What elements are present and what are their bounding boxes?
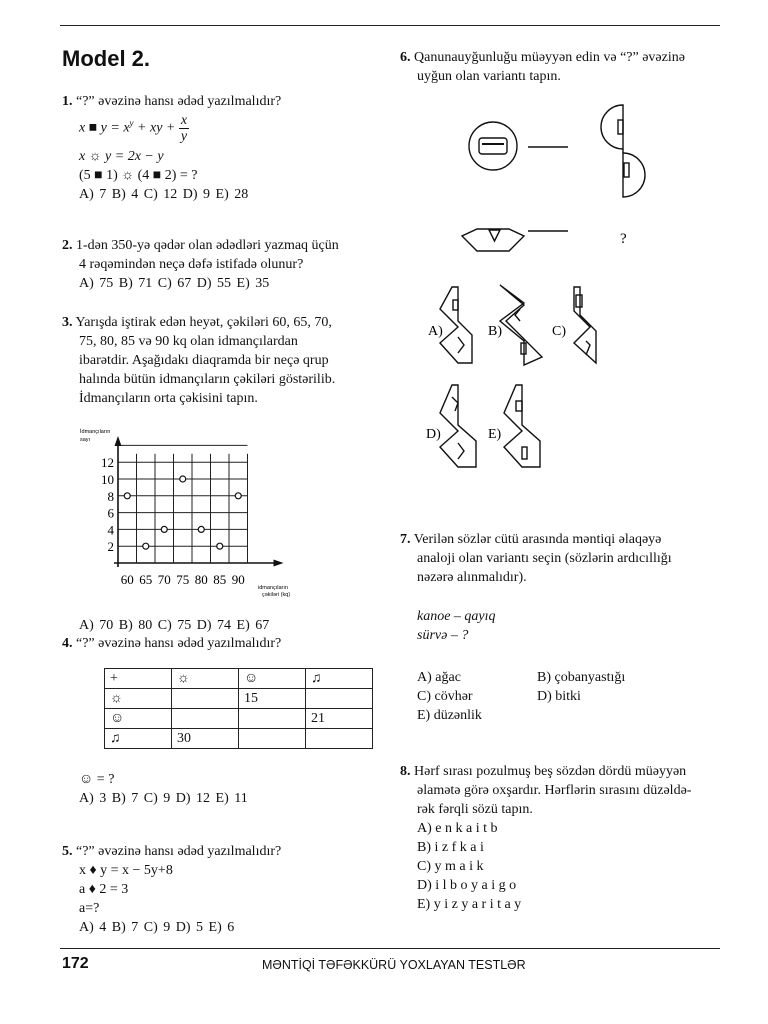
y-tick-label: 2 xyxy=(107,539,114,555)
q1-number: 1. xyxy=(62,94,73,109)
data-point xyxy=(161,526,167,532)
q3-options: A) 70 B) 80 C) 75 D) 74 E) 67 xyxy=(79,618,270,633)
chart-xlabel-line1: idmançıların xyxy=(258,585,288,591)
x-tick-label: 90 xyxy=(231,572,245,587)
x-tick-label: 65 xyxy=(139,572,153,587)
q5-options: A) 4 B) 7 C) 9 D) 5 E) 6 xyxy=(79,920,235,935)
chart-ylabel-line1: İdmançıların xyxy=(80,429,111,435)
table-cell xyxy=(172,709,239,729)
footer-title: MƏNTİQİ TƏFƏKKÜRÜ YOXLAYAN TESTLƏR xyxy=(262,958,526,972)
q7-pair-2: sürvə – ? xyxy=(417,628,469,643)
option-d-figure xyxy=(440,385,476,467)
option-a-figure xyxy=(440,287,472,363)
table-cell: 30 xyxy=(172,729,239,749)
table-cell: ♫ xyxy=(105,729,172,749)
half-circle-shape xyxy=(601,105,623,149)
q1-options: A) 7 B) 4 C) 12 D) 9 E) 28 xyxy=(79,187,249,202)
q4-question: ☺ = ? xyxy=(79,772,115,787)
q4-table xyxy=(104,668,373,749)
table-cell: 15 xyxy=(239,689,306,709)
data-point xyxy=(143,543,149,549)
triangle-shape xyxy=(489,230,500,241)
table-row xyxy=(105,689,373,709)
x-tick-label: 70 xyxy=(157,572,171,587)
data-point xyxy=(124,493,130,499)
q3-number: 3. xyxy=(62,315,73,330)
q6-number: 6. xyxy=(400,50,411,65)
q7-option-d: D) bitki xyxy=(537,689,581,704)
q1-definition-1: x ■ $y = x^y$ + xy + $\frac{x}{y}$ xyxy=(79,113,188,144)
chart-xlabel-line2: çəkiləri (kq) xyxy=(262,592,291,598)
table-cell: ☺ xyxy=(239,669,306,689)
question-6: 6. Qanunauyğunluğu müəyyən edin və “?” əvəzinə uyğun olan variantı tapın. xyxy=(400,50,685,84)
q1-definition-2: x ☼ y = 2x − y xyxy=(79,149,164,164)
q4-number: 4. xyxy=(62,636,73,651)
x-tick-label: 75 xyxy=(176,572,190,587)
q8-option-e: E) y i z y a r i t a y xyxy=(417,897,522,912)
q3-options-block xyxy=(62,616,269,635)
q1-fraction: $\frac{x}{y}$ xyxy=(180,113,188,144)
x-tick-label: 85 xyxy=(213,572,227,587)
q8-option-a: A) e n k a i t b xyxy=(417,821,498,836)
q6-question-mark: ? xyxy=(620,231,627,247)
q7-option-c: C) cövhər xyxy=(417,689,473,704)
y-tick-label: 12 xyxy=(101,455,114,471)
page-title: Model 2. xyxy=(62,46,151,71)
y-tick-label: 10 xyxy=(101,472,114,487)
y-tick-label: 4 xyxy=(107,522,114,538)
table-row xyxy=(105,729,373,749)
table-cell xyxy=(239,709,306,729)
chart-axes xyxy=(114,436,284,567)
table-cell: + xyxy=(105,669,172,689)
y-tick-label: 8 xyxy=(107,488,114,504)
y-tick-label: 6 xyxy=(107,505,114,521)
table-cell: ☺ xyxy=(105,709,172,729)
question-7: 7. Verilən sözlər cütü arasında məntiqi əlaqəyə analoji olan variantı seçin (sözlərin ardıcıllığı nəzərə alınmalıdır). kanoe – qayıq sürvə – ? xyxy=(400,532,672,643)
q4-options: A) 3 B) 7 C) 9 D) 12 E) 11 xyxy=(79,791,248,806)
table-row xyxy=(105,709,373,729)
q1-expression: (5 ■ 1) ☼ (4 ■ 2) = ? xyxy=(79,168,198,183)
q7-option-e: E) düzənlik xyxy=(417,708,482,723)
table-row xyxy=(105,669,373,689)
weight-chart xyxy=(60,422,350,612)
option-c-figure xyxy=(574,287,596,363)
q1-text: “?” əvəzinə hansı ədəd yazılmalıdır? xyxy=(76,94,282,109)
question-8: 8. Hərf sırası pozulmuş beş sözdən dördü müəyyən əlamətə görə oxşardır. Hərflərin sırasını düzəldə- rək fərqli sözü tapın. A) e n k a i t b B) i z f k a i C) y m a i k D) i l b o y a i g o E) y i z y a r i t a y xyxy=(400,764,692,912)
option-label-c: C) xyxy=(552,324,566,339)
footer-rule xyxy=(60,948,720,949)
q8-option-b: B) i z f k a i xyxy=(417,840,484,855)
q4-answer-block xyxy=(62,770,248,808)
option-label-e: E) xyxy=(488,427,502,442)
header-rule xyxy=(60,25,720,26)
data-point xyxy=(180,476,186,482)
data-point xyxy=(217,543,223,549)
circle-shape xyxy=(469,122,517,170)
rectangle-shape xyxy=(479,138,507,154)
table-cell: ☼ xyxy=(105,689,172,709)
question-3: 3. Yarışda iştirak edən heyət, çəkiləri 60, 65, 70, 75, 80, 85 və 90 kq olan idmançılardan ibarətdir. Aşağıdakı diaqramda bir neçə qrup halında bütün idmançıların çəkiləri göstərilib. İdmançıların orta çəkisini tapın. xyxy=(62,315,336,406)
q2-number: 2. xyxy=(62,238,73,253)
table-cell xyxy=(306,689,373,709)
q6-figures xyxy=(400,95,730,485)
option-label-d: D) xyxy=(426,427,441,442)
q8-option-d: D) i l b o y a i g o xyxy=(417,878,517,893)
half-circle-shape xyxy=(623,153,645,197)
table-cell: 21 xyxy=(306,709,373,729)
q8-number: 8. xyxy=(400,764,411,779)
table-cell: ♫ xyxy=(306,669,373,689)
y-axis-arrow-icon xyxy=(115,436,122,446)
chart-grid xyxy=(118,445,248,563)
q2-options: A) 75 B) 71 C) 67 D) 55 E) 35 xyxy=(79,276,270,291)
page-number: 172 xyxy=(62,955,89,972)
hexagon-shape xyxy=(462,229,524,251)
table-cell xyxy=(172,689,239,709)
data-point xyxy=(235,493,241,499)
data-point xyxy=(198,526,204,532)
question-4: 4. “?” əvəzinə hansı ədəd yazılmalıdır? xyxy=(62,636,282,651)
table-cell: ☼ xyxy=(172,669,239,689)
x-axis-arrow-icon xyxy=(274,560,284,567)
question-5: 5. “?” əvəzinə hansı ədəd yazılmalıdır? x ♦ y = x − 5y+8 a ♦ 2 = 3 a=? A) 4 B) 7 C) 9 D) 5 E) 6 xyxy=(62,844,282,935)
x-tick-label: 80 xyxy=(194,572,208,587)
q5-number: 5. xyxy=(62,844,73,859)
x-tick-label: 60 xyxy=(120,572,134,587)
q7-pair-1: kanoe – qayıq xyxy=(417,609,496,624)
q7-option-b: B) çobanyastığı xyxy=(537,670,626,685)
q7-option-a: A) ağac xyxy=(417,670,461,685)
question-1 xyxy=(62,92,281,204)
chart-ylabel-line2: sayı xyxy=(80,437,91,443)
q8-option-c: C) y m a i k xyxy=(417,859,484,874)
option-label-b: B) xyxy=(488,324,502,339)
q7-number: 7. xyxy=(400,532,411,547)
chart-ticks xyxy=(101,455,245,587)
option-label-a: A) xyxy=(428,324,443,339)
table-cell xyxy=(306,729,373,749)
question-2: 2. 1-dən 350-yə qədər olan ədədləri yazmaq üçün 4 rəqəmindən neçə dəfə istifadə olunur? A) 75 B) 71 C) 67 D) 55 E) 35 xyxy=(62,238,339,291)
table-cell xyxy=(239,729,306,749)
